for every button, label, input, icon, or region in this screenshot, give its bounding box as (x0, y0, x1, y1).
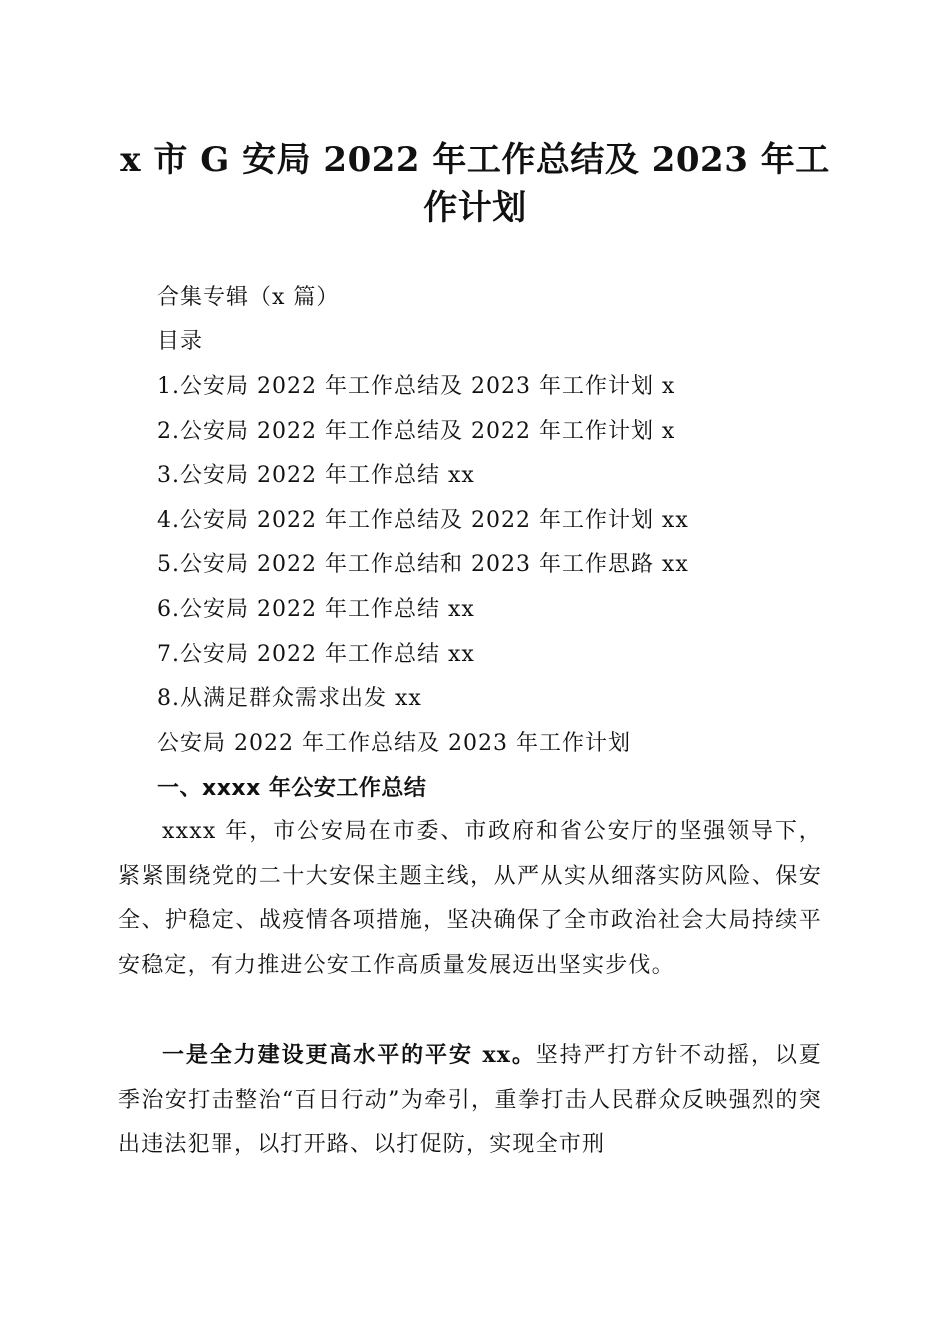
section-heading: 一、xxxx 年公安工作总结 (157, 776, 427, 801)
toc-item-5[interactable]: 5.公安局 2022 年工作总结和 2023 年工作思路 xx (157, 552, 689, 577)
toc-item-4[interactable]: 4.公安局 2022 年工作总结及 2022 年工作计划 xx (157, 508, 689, 533)
document-title: x 市 G 安局 2022 年工作总结及 2023 年工作计划 (120, 140, 830, 228)
collection-subtitle: 合集专辑（x 篇） (157, 285, 340, 310)
body-paragraph-2 (118, 1033, 822, 1168)
body-paragraph-1: xxxx 年，市公安局在市委、市政府和省公安厅的坚强领导下，紧紧围绕党的二十大安保主题主线，从严从实从细落实防风险、保安全、护稳定、战疫情各项措施，坚决确保了全市政治社会大局持续平安稳定，有力推进公安工作高质量发展迈出坚实步伐。 (118, 819, 822, 978)
article-title: 公安局 2022 年工作总结及 2023 年工作计划 (157, 731, 631, 756)
paragraph-2-lead: 一是全力建设更高水平的平安 xx。 (162, 1042, 536, 1068)
paragraph-2-body: 坚持严打方针不动摇，以夏季治安打击整治“百日行动”为牵引，重拳打击人民群众反映强烈的突出违法犯罪，以打开路、以打促防，实现全市刑 (118, 1043, 822, 1157)
toc-label: 目录 (157, 329, 204, 354)
toc-item-3[interactable]: 3.公安局 2022 年工作总结 xx (157, 463, 475, 488)
toc-item-6[interactable]: 6.公安局 2022 年工作总结 xx (157, 597, 475, 622)
toc-item-2[interactable]: 2.公安局 2022 年工作总结及 2022 年工作计划 x (157, 419, 676, 444)
toc-item-7[interactable]: 7.公安局 2022 年工作总结 xx (157, 642, 475, 667)
toc-item-8[interactable]: 8.从满足群众需求出发 xx (157, 686, 422, 711)
toc-item-1[interactable]: 1.公安局 2022 年工作总结及 2023 年工作计划 x (157, 374, 676, 399)
